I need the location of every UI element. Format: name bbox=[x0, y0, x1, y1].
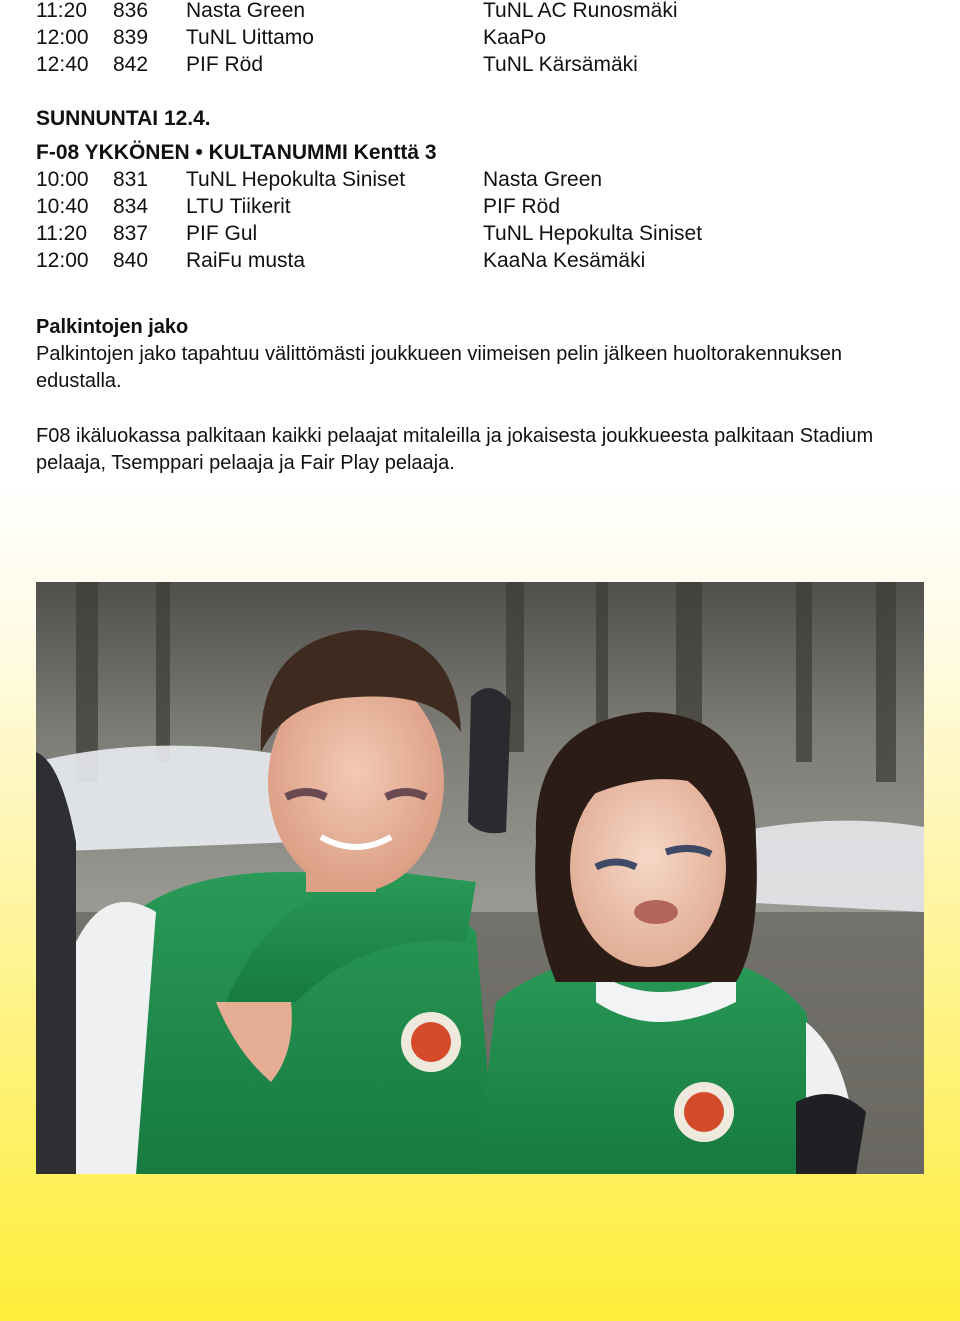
children-photo-icon bbox=[36, 582, 924, 1174]
group-heading: F-08 YKKÖNEN • KULTANUMMI Kenttä 3 bbox=[36, 141, 437, 164]
match-number: 836 bbox=[113, 0, 149, 22]
away-team: TuNL AC Runosmäki bbox=[483, 0, 678, 22]
home-team: PIF Gul bbox=[186, 222, 258, 245]
match-number: 839 bbox=[113, 26, 149, 49]
children-photo bbox=[36, 582, 924, 1174]
match-time: 12:40 bbox=[36, 53, 89, 76]
match-time: 10:40 bbox=[36, 195, 89, 218]
home-team: Nasta Green bbox=[186, 0, 306, 22]
away-team: KaaPo bbox=[483, 26, 547, 49]
match-number: 840 bbox=[113, 249, 149, 272]
away-team: Nasta Green bbox=[483, 168, 603, 191]
day-heading: SUNNUNTAI 12.4. bbox=[36, 107, 211, 130]
match-number: 842 bbox=[113, 53, 149, 76]
home-team: TuNL Uittamo bbox=[186, 26, 314, 49]
awards-paragraph: Palkintojen jako tapahtuu välittömästi joukkueen viimeisen pelin jälkeen huoltorakennuksen edustalla. bbox=[36, 343, 843, 392]
away-team: TuNL Hepokulta Siniset bbox=[483, 222, 703, 245]
awards-title: Palkintojen jako bbox=[36, 316, 189, 338]
match-time: 11:20 bbox=[36, 0, 87, 22]
home-team: LTU Tiikerit bbox=[186, 195, 291, 218]
home-team: TuNL Hepokulta Siniset bbox=[186, 168, 406, 191]
home-team: RaiFu musta bbox=[186, 249, 306, 272]
away-team: KaaNa Kesämäki bbox=[483, 249, 646, 272]
awards-paragraph: F08 ikäluokassa palkitaan kaikki pelaajat mitaleilla ja jokaisesta joukkueesta palkitaan Stadium pelaaja, Tsemppari pelaaja ja Fair Play pelaaja. bbox=[36, 425, 874, 474]
home-team: PIF Röd bbox=[186, 53, 264, 76]
match-number: 837 bbox=[113, 222, 149, 245]
match-time: 12:00 bbox=[36, 26, 89, 49]
match-number: 831 bbox=[113, 168, 149, 191]
match-time: 11:20 bbox=[36, 222, 87, 245]
match-time: 10:00 bbox=[36, 168, 89, 191]
away-team: TuNL Kärsämäki bbox=[483, 53, 638, 76]
match-number: 834 bbox=[113, 195, 149, 218]
match-time: 12:00 bbox=[36, 249, 89, 272]
away-team: PIF Röd bbox=[483, 195, 561, 218]
